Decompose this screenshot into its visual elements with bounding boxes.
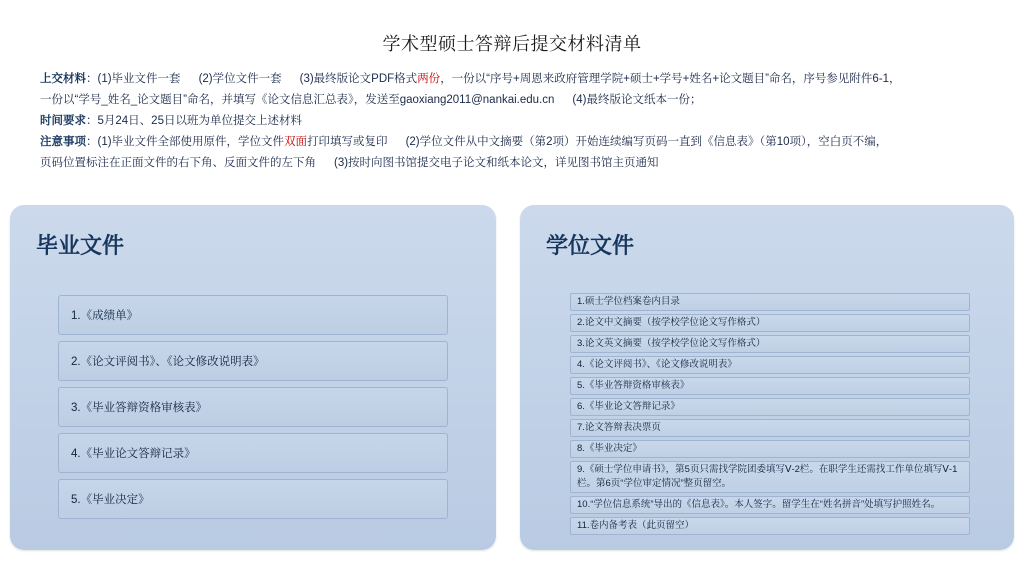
list-item: 10.“学位信息系统”导出的《信息表》。本人签字。留学生在“姓名拼音”处填写护照姓名。 (570, 496, 970, 514)
graduation-documents-panel (10, 205, 496, 550)
submit-colon: ： (86, 73, 98, 85)
list-item: 4.《毕业论文答辩记录》 (58, 433, 448, 473)
time-requirement-value: 5月24日、25日以班为单位提交上述材料 (97, 115, 302, 127)
attention-item-1-highlight: 双面 (284, 136, 308, 148)
graduation-documents-title: 毕业文件 (36, 233, 125, 258)
list-item: 6.《毕业论文答辩记录》 (570, 398, 970, 416)
submit-item-4: (4)最终版论文纸本一份； (572, 94, 702, 106)
list-item: 5.《毕业决定》 (58, 479, 448, 519)
submit-item-3-highlight: 两份 (417, 73, 441, 85)
list-item: 5.《毕业答辩资格审核表》 (570, 377, 970, 395)
degree-documents-panel (520, 205, 1014, 550)
list-item: 1.《成绩单》 (58, 295, 448, 335)
list-item: 3.《毕业答辩资格审核表》 (58, 387, 448, 427)
submit-materials-label: 上交材料 (40, 73, 86, 85)
attention-line-1 (40, 133, 984, 152)
list-item: 1.硕士学位档案卷内目录 (570, 293, 970, 311)
submit-item-3b: ，一份以“序号+周恩来政府管理学院+硕士+学号+姓名+论文题目”命名，序号参见附件6-1， (440, 73, 901, 85)
graduation-documents-list (58, 295, 448, 525)
time-requirement-label: 时间要求 (40, 115, 86, 127)
list-item: 2.《论文评阅书》、《论文修改说明表》 (58, 341, 448, 381)
time-colon: ： (86, 115, 98, 127)
degree-documents-list (570, 293, 970, 538)
notes-block (40, 70, 984, 175)
submit-materials-line-2 (40, 91, 984, 110)
list-item: 7.论文答辩表决票页 (570, 419, 970, 437)
list-item: 4.《论文评阅书》、《论文修改说明表》 (570, 356, 970, 374)
submit-item-1: (1)毕业文件一套 (97, 73, 181, 85)
degree-documents-title: 学位文件 (546, 233, 635, 258)
attention-colon: ： (86, 136, 98, 148)
page-title: 学术型硕士答辩后提交材料清单 (382, 34, 642, 54)
submit-item-2: (2)学位文件一套 (198, 73, 282, 85)
attention-label: 注意事项 (40, 136, 86, 148)
attention-item-2: (2)学位文件从中文摘要（第2项）开始连续编写页码一直到《信息表》（第10项），空白页不编， (405, 136, 888, 148)
list-item: 8.《毕业决定》 (570, 440, 970, 458)
submit-item-3a: (3)最终版论文PDF格式 (299, 73, 418, 85)
list-item: 9.《硕士学位申请书》，第5页只需找学院团委填写Ⅴ-2栏。在职学生还需找工作单位填写Ⅴ-1栏。第6页“学位审定情况”整页留空。 (570, 461, 970, 493)
attention-item-1b: 打印填写或复印 (307, 136, 388, 148)
attention-line-2 (40, 154, 984, 173)
time-requirement-line (40, 112, 984, 131)
list-item: 11.卷内备考表（此页留空） (570, 517, 970, 535)
attention-line2-text: 页码位置标注在正面文件的右下角、反面文件的左下角 (40, 157, 316, 169)
attention-item-3: (3)按时向图书馆提交电子论文和纸本论文，详见图书馆主页通知 (334, 157, 659, 169)
list-item: 2.论文中文摘要（按学校学位论文写作格式） (570, 314, 970, 332)
list-item: 3.论文英文摘要（按学校学位论文写作格式） (570, 335, 970, 353)
attention-item-1a: (1)毕业文件全部使用原件，学位文件 (97, 136, 285, 148)
submit-materials-line-1 (40, 70, 984, 89)
submit-line2-text: 一份以“学号_姓名_论文题目”命名，并填写《论文信息汇总表》，发送至gaoxiang2011@nankai.edu.cn (40, 94, 555, 106)
